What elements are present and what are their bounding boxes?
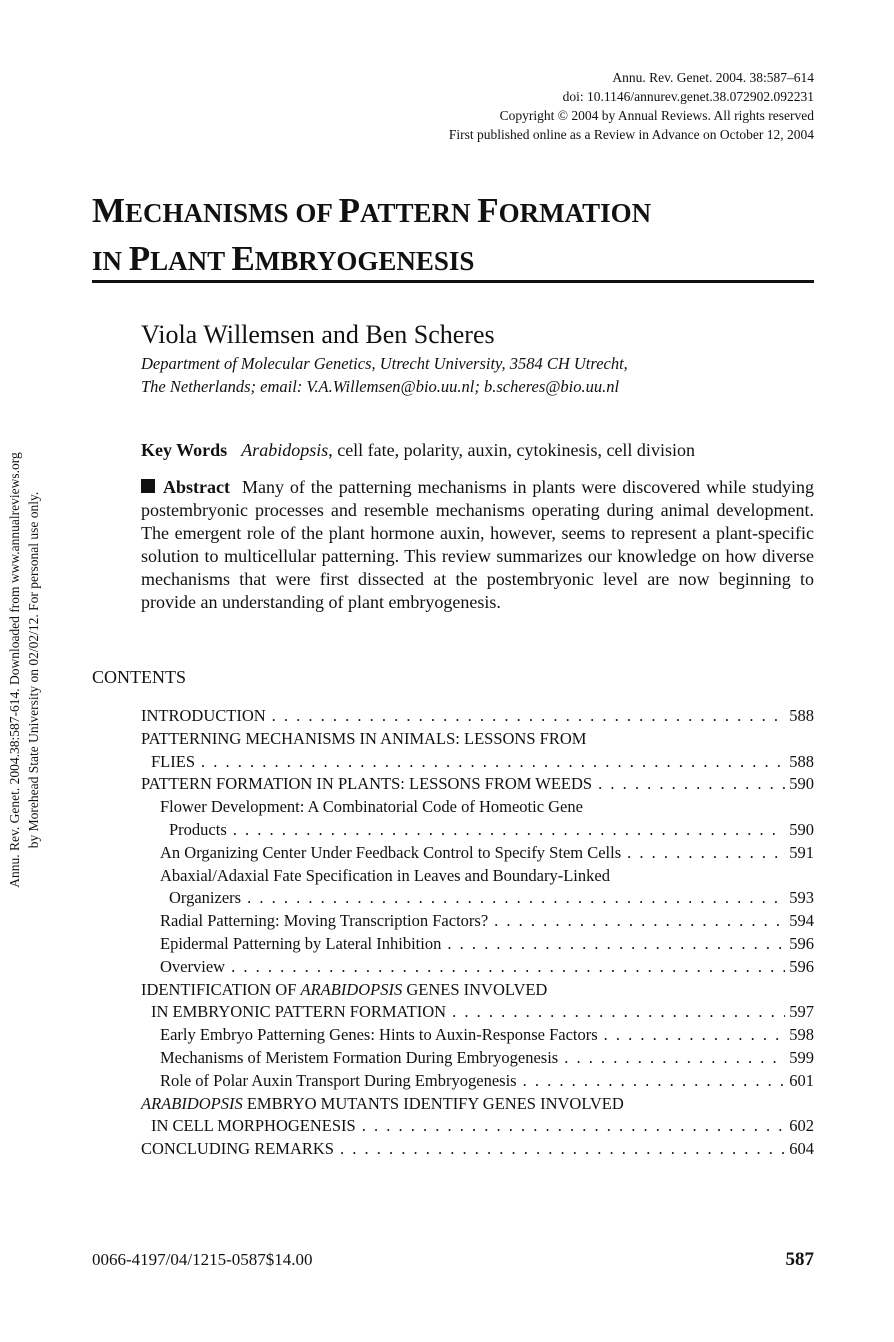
article-title: [92, 188, 814, 284]
download-notice-line1: Annu. Rev. Genet. 2004.38:587-614. Downloaded from www.annualreviews.org: [7, 452, 22, 888]
toc-entry[interactable]: [141, 842, 814, 865]
toc-entry-label: FLIES: [151, 751, 196, 771]
key-words-label: Key Words: [141, 440, 228, 460]
published-date: First published online as a Review in Advance on October 12, 2004: [448, 127, 814, 142]
doi: doi: 10.1146/annurev.genet.38.072902.092231: [562, 89, 814, 104]
toc-page-number: 597: [789, 1002, 814, 1022]
toc-entry-label: IN EMBRYONIC PATTERN FORMATION: [151, 1002, 447, 1022]
toc-entry[interactable]: [141, 1001, 814, 1024]
abstract-label: Abstract: [163, 477, 230, 497]
toc-page-number: 596: [789, 956, 814, 976]
toc-entry-label: Radial Patterning: Moving Transcription Factors?: [160, 911, 489, 931]
affiliation: Department of Molecular Genetics, Utrecht University, 3584 CH Utrecht, The Netherlands; email: V.A.Willemsen@bio.uu.nl; b.scheres@bio.uu.nl: [141, 354, 628, 396]
title-line-2: IN PLANT EMBRYOGENESIS: [92, 239, 475, 278]
toc-entry[interactable]: [141, 1093, 814, 1116]
toc-entry[interactable]: [141, 933, 814, 956]
toc-page-number: 598: [789, 1025, 814, 1045]
toc-entry[interactable]: [141, 865, 814, 888]
download-notice-line2: by Morehead State University on 02/02/12. For personal use only.: [26, 491, 41, 849]
toc-entry-label: Organizers: [169, 888, 242, 908]
toc-entry[interactable]: [141, 1024, 814, 1047]
toc-entry-label: Mechanisms of Meristem Formation During Embryogenesis: [160, 1047, 559, 1067]
toc-page-number: 596: [789, 933, 814, 953]
toc-page-number: 590: [789, 774, 814, 794]
title-rule: [92, 280, 814, 283]
toc-leader-dots: [488, 910, 785, 933]
toc-leader-dots: [446, 1001, 785, 1024]
toc-page-number: 602: [789, 1116, 814, 1136]
toc-leader-dots: [598, 1024, 786, 1047]
square-bullet-icon: [141, 479, 155, 493]
toc-entry-label: CONCLUDING REMARKS: [141, 1139, 334, 1159]
table-of-contents: [141, 705, 814, 1161]
citation: Annu. Rev. Genet. 2004. 38:587–614: [612, 70, 814, 85]
toc-entry-label: PATTERNING MECHANISMS IN ANIMALS: LESSONS FROM: [141, 728, 587, 748]
toc-entry-label: Epidermal Patterning by Lateral Inhibition: [160, 933, 442, 953]
toc-entry-label: IN CELL MORPHOGENESIS: [151, 1116, 356, 1136]
toc-entry[interactable]: [141, 1138, 814, 1161]
toc-page-number: 590: [789, 819, 814, 839]
contents-heading: CONTENTS: [92, 667, 186, 687]
copyright: Copyright © 2004 by Annual Reviews. All rights reserved: [499, 108, 814, 123]
abstract-text: Many of the patterning mechanisms in plants were discovered while studying postembryonic processes and resemble mechanisms operating during animal development. The emergent role of the plant hormone auxin, however, seems to represent a plant-specific solution to multicellular patterning. This review summarizes our knowledge on how diverse mechanisms that were first dissected at the postembryonic level are now beginning to provide an understanding of plant embryogenesis.: [141, 477, 814, 612]
toc-entry[interactable]: [141, 1070, 814, 1093]
toc-entry[interactable]: [141, 956, 814, 979]
toc-page-number: 594: [789, 911, 814, 931]
toc-entry[interactable]: [141, 751, 814, 774]
toc-page-number: 604: [789, 1139, 814, 1159]
toc-leader-dots: [266, 705, 786, 728]
toc-entry[interactable]: [141, 796, 814, 819]
toc-entry[interactable]: [141, 705, 814, 728]
toc-entry[interactable]: [141, 979, 814, 1002]
toc-page-number: 591: [789, 842, 814, 862]
toc-page-number: 588: [789, 751, 814, 771]
toc-entry-label: PATTERN FORMATION IN PLANTS: LESSONS FROM WEEDS: [141, 774, 593, 794]
key-words: Key Words Arabidopsis, cell fate, polarity, auxin, cytokinesis, cell division: [141, 440, 695, 460]
toc-page-number: 599: [789, 1047, 814, 1067]
toc-page-number: 601: [789, 1070, 814, 1090]
authors: Viola Willemsen and Ben Scheres: [141, 320, 495, 349]
toc-page-number: 593: [789, 888, 814, 908]
toc-leader-dots: [592, 773, 785, 796]
toc-entry-label: ARABIDOPSIS EMBRYO MUTANTS IDENTIFY GENES INVOLVED: [141, 1093, 624, 1113]
toc-leader-dots: [441, 933, 785, 956]
toc-leader-dots: [227, 819, 786, 842]
toc-entry[interactable]: [141, 1047, 814, 1070]
toc-leader-dots: [241, 887, 785, 910]
toc-page-number: 588: [789, 706, 814, 725]
toc-leader-dots: [558, 1047, 785, 1070]
toc-entry[interactable]: [141, 819, 814, 842]
toc-entry-label: An Organizing Center Under Feedback Control to Specify Stem Cells: [160, 842, 622, 862]
toc-entry[interactable]: [141, 887, 814, 910]
footer-identifier: 0066-4197/04/1215-0587$14.00: [92, 1250, 313, 1269]
toc-leader-dots: [621, 842, 785, 865]
toc-entry[interactable]: [141, 728, 814, 751]
toc-entry[interactable]: [141, 910, 814, 933]
toc-entry-label: Early Embryo Patterning Genes: Hints to Auxin-Response Factors: [160, 1025, 598, 1045]
toc-entry[interactable]: [141, 773, 814, 796]
toc-entry-label: Abaxial/Adaxial Fate Specification in Leaves and Boundary-Linked: [160, 865, 610, 885]
toc-leader-dots: [195, 751, 785, 774]
toc-entry-label: Overview: [160, 956, 226, 976]
download-notice: [0, 400, 48, 940]
journal-header: [449, 68, 814, 144]
toc-leader-dots: [517, 1070, 786, 1093]
toc-leader-dots: [225, 956, 785, 979]
toc-entry-label: Role of Polar Auxin Transport During Embryogenesis: [160, 1070, 517, 1090]
page-number: 587: [785, 1249, 814, 1270]
toc-entry-label: IDENTIFICATION OF ARABIDOPSIS GENES INVOLVED: [141, 979, 548, 999]
abstract: [141, 476, 814, 614]
toc-leader-dots: [356, 1115, 786, 1138]
toc-entry-label: INTRODUCTION: [141, 706, 266, 725]
toc-entry[interactable]: [141, 1115, 814, 1138]
toc-entry-label: Flower Development: A Combinatorial Code of Homeotic Gene: [160, 797, 583, 817]
title-line-1: MECHANISMS OF PATTERN FORMATION: [92, 191, 652, 230]
toc-entry-label: Products: [169, 819, 227, 839]
toc-leader-dots: [334, 1138, 785, 1161]
